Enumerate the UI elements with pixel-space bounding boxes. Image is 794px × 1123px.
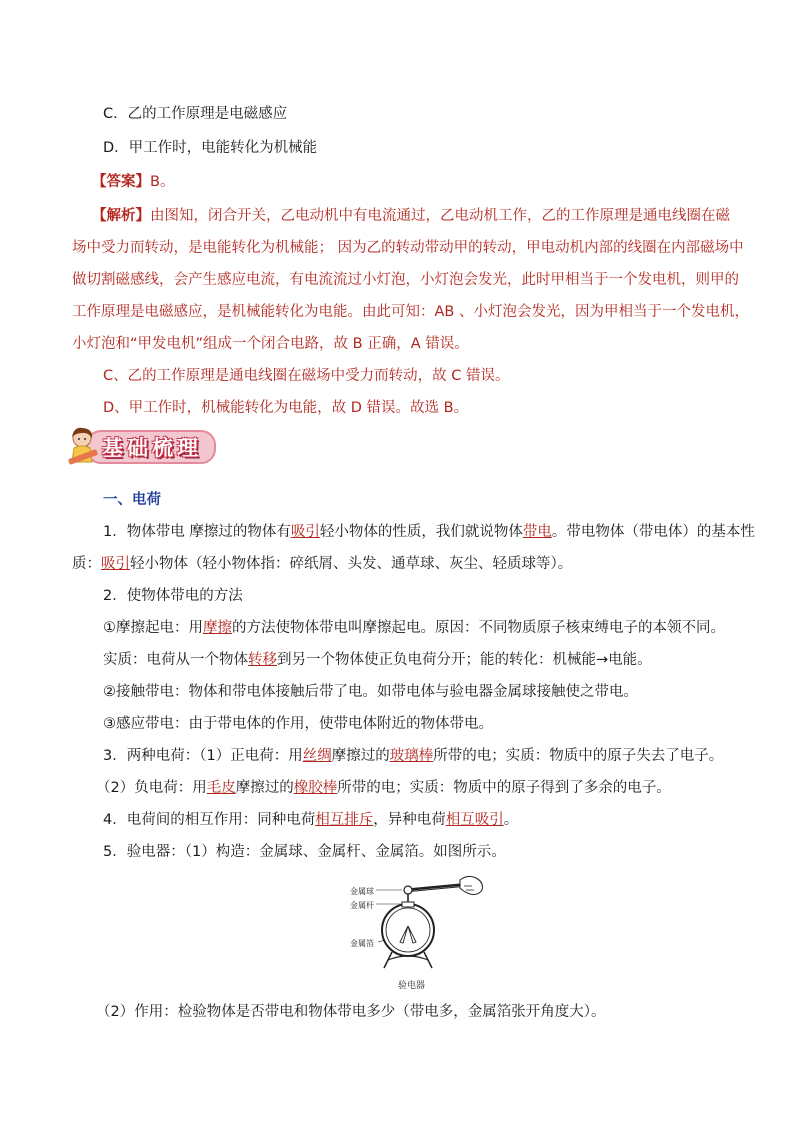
para-1b-b: 轻小物体（轻小物体指：碎纸屑、头发、通草球、灰尘、轻质球等）。 xyxy=(130,556,573,572)
para-4-a: 实质：电荷从一个物体 xyxy=(103,652,248,668)
para-6: ③感应带电：由于带电体的作用，使带电体附近的物体带电。 xyxy=(103,716,493,732)
para-4 xyxy=(103,650,652,670)
para-8-a: （2）负电荷：用 xyxy=(96,780,207,796)
para-7-a: 3．两种电荷：（1）正电荷：用 xyxy=(103,748,303,764)
para-8 xyxy=(96,778,671,798)
para-1b xyxy=(72,554,572,574)
option-d: D．甲工作时，电能转化为机械能 xyxy=(103,140,318,156)
para-1 xyxy=(103,522,755,542)
analysis-line-7: D、甲工作时，机械能转化为电能，故 D 错误。故选 B。 xyxy=(103,400,469,416)
blank-daidian: 带电 xyxy=(522,524,552,540)
label-metal-foil: 金属箔 xyxy=(350,939,374,948)
label-metal-rod: 金属杆 xyxy=(350,901,374,910)
para-3-b: 的方法使物体带电叫摩擦起电。原因：不同物质原子核束缚电子的本领不同。 xyxy=(232,620,725,636)
blank-xiyin-2: 吸引 xyxy=(101,556,130,572)
girl-pencil-icon xyxy=(66,424,106,474)
analysis-line-3: 做切割磁感线，会产生感应电流，有电流流过小灯泡，小灯泡会发光，此时甲相当于一个发电机，则甲的 xyxy=(72,272,739,288)
para-7-b: 摩擦过的 xyxy=(331,748,390,764)
electroscope-figure xyxy=(342,872,492,990)
blank-maopi: 毛皮 xyxy=(206,780,236,796)
para-10: 5．验电器：（1）构造：金属球、金属杆、金属箔。如图所示。 xyxy=(103,844,506,860)
para-2: 2．使物体带电的方法 xyxy=(103,588,243,604)
blank-xianghuxiyin: 相互吸引 xyxy=(445,812,504,828)
para-1b-a: 质： xyxy=(72,556,101,572)
banner-title: 基础梳理 xyxy=(102,436,202,460)
para-1-a: 1．物体带电 摩擦过的物体有 xyxy=(103,524,291,540)
analysis-line-2: 场中受力而转动，是电能转化为机械能； 因为乙的转动带动甲的转动，甲电动机内部的线圈在内部磁场中 xyxy=(72,240,744,256)
para-5: ②接触带电：物体和带电体接触后带了电。如带电体与验电器金属球接触使之带电。 xyxy=(103,684,638,700)
section-heading: 一、电荷 xyxy=(103,492,161,508)
para-8-c: 所带的电；实质：物质中的原子得到了多余的电子。 xyxy=(337,780,671,796)
blank-xianghupaichi: 相互排斥 xyxy=(315,812,374,828)
para-9-a: 4．电荷间的相互作用：同种电荷 xyxy=(103,812,316,828)
para-9 xyxy=(103,810,518,830)
figure-caption: 验电器 xyxy=(398,981,426,991)
option-c: C．乙的工作原理是电磁感应 xyxy=(103,106,288,122)
para-3-a: ①摩擦起电：用 xyxy=(103,620,203,636)
blank-xiangjiaobang: 橡胶棒 xyxy=(293,780,338,796)
blank-sichou: 丝绸 xyxy=(302,748,332,764)
para-1-b: 轻小物体的性质，我们就说物体 xyxy=(319,524,523,540)
para-7-c: 所带的电；实质：物质中的原子失去了电子。 xyxy=(433,748,724,764)
electroscope-drawing xyxy=(342,872,492,976)
analysis-line-4: 工作原理是电磁感应，是机械能转化为电能。由此可知：AB 、小灯泡会发光，因为甲相当于一个发电机， xyxy=(72,304,749,320)
blank-xiyin-1: 吸引 xyxy=(290,524,320,540)
blank-zhuanyi: 转移 xyxy=(248,652,277,668)
analysis-line-1 xyxy=(92,206,730,226)
answer-label: 【答案】 xyxy=(92,174,150,190)
section-banner xyxy=(66,424,216,474)
label-metal-ball: 金属球 xyxy=(350,887,374,896)
para-4-b: 到另一个物体使正负电荷分开；能的转化：机械能→电能。 xyxy=(277,652,652,668)
para-11: （2）作用：检验物体是否带电和物体带电多少（带电多，金属箔张开角度大）。 xyxy=(96,1004,606,1020)
para-1-c: 。带电物体（带电体）的基本性 xyxy=(551,524,755,540)
answer-line xyxy=(92,172,174,192)
blank-mocha: 摩擦 xyxy=(203,620,232,636)
analysis-label: 【解析】 xyxy=(92,208,150,224)
para-9-c: 。 xyxy=(503,812,519,828)
para-8-b: 摩擦过的 xyxy=(235,780,294,796)
analysis-line-6: C、乙的工作原理是通电线圈在磁场中受力而转动，故 C 错误。 xyxy=(103,368,510,384)
analysis-line-5: 小灯泡和“甲发电机”组成一个闭合电路，故 B 正确，A 错误。 xyxy=(72,336,469,352)
analysis-text-1: 由图知，闭合开关，乙电动机中有电流通过，乙电动机工作，乙的工作原理是通电线圈在磁 xyxy=(150,208,730,224)
para-7 xyxy=(103,746,723,766)
blank-bolibang: 玻璃棒 xyxy=(389,748,434,764)
answer-value: B。 xyxy=(150,174,175,190)
para-9-b: ，异种电荷 xyxy=(373,812,446,828)
para-3 xyxy=(103,618,725,638)
